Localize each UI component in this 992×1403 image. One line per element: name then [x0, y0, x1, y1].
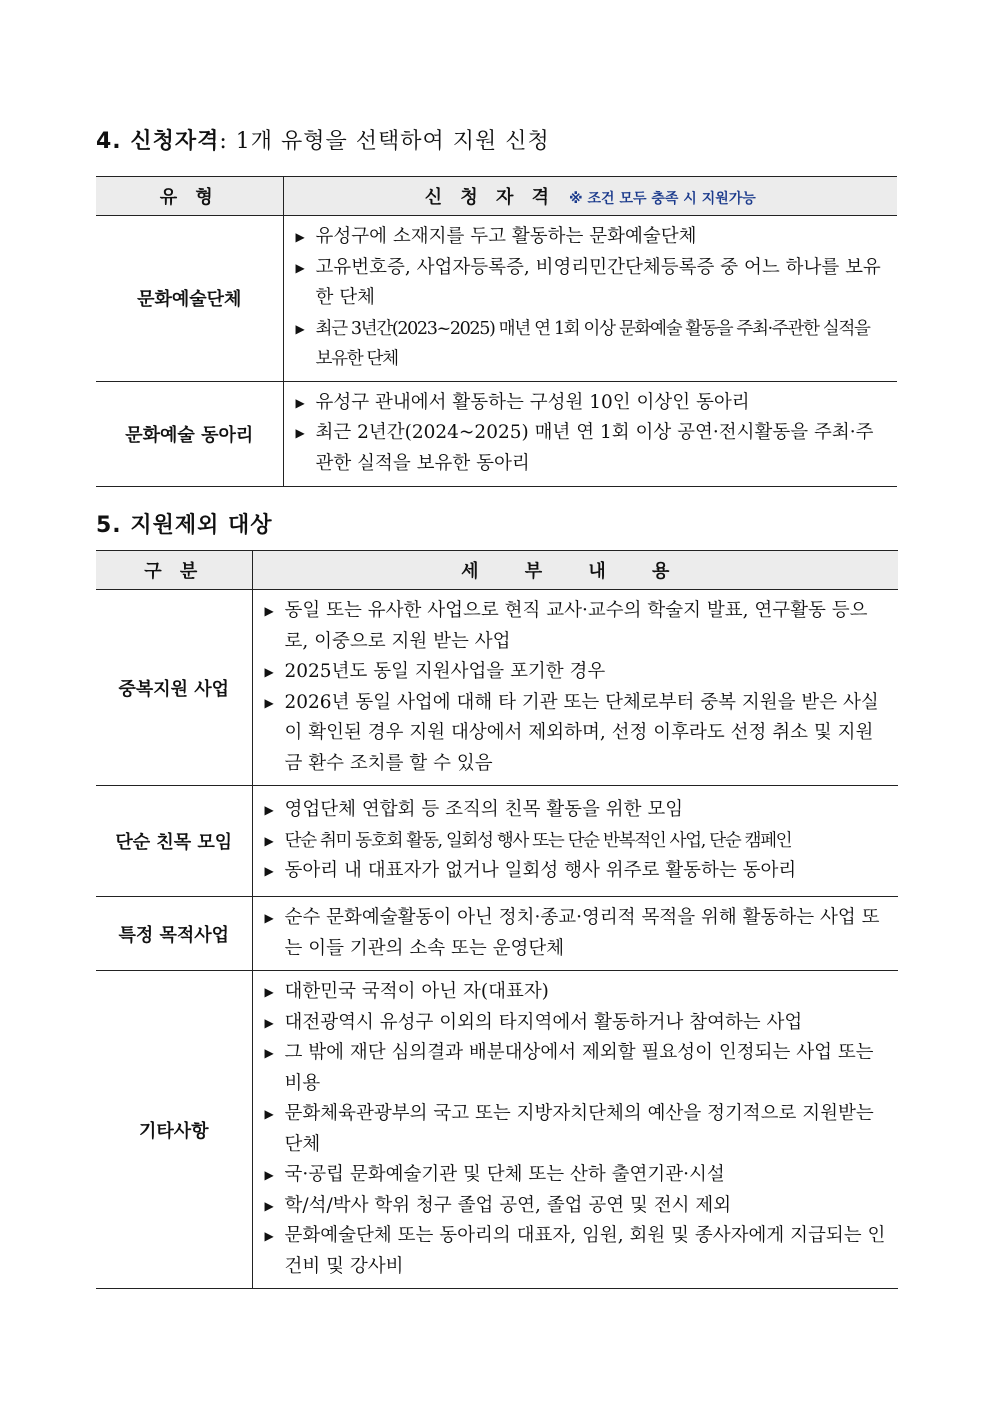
item-list	[294, 222, 890, 375]
arrow-bullet-icon: ▶	[295, 426, 305, 441]
arrow-bullet-icon: ▶	[264, 1107, 274, 1121]
items-cell	[252, 971, 898, 1289]
list-item: ▶ 2026년 동일 사업에 대해 타 기관 또는 단체로부터 중복 지원을 받은 사실이 확인된 경우 지원 대상에서 제외하며, 선정 이후라도 선정 취소 및 지원금 환수 조치를 할 수 있음	[263, 688, 891, 780]
category-cell: 문화예술단체	[96, 216, 283, 382]
arrow-bullet-icon: ▶	[295, 321, 304, 336]
arrow-bullet-icon: ▶	[264, 864, 274, 879]
exclusion-table	[96, 550, 898, 1289]
category-cell: 문화예술 동아리	[96, 381, 283, 486]
arrow-bullet-icon: ▶	[295, 395, 305, 410]
arrow-bullet-icon: ▶	[264, 911, 274, 925]
header-qualification: 신 청 자 격 ※ 조건 모두 충족 시 지원가능	[283, 177, 897, 216]
list-item: ▶ 고유번호증, 사업자등록증, 비영리민간단체등록증 중 어느 하나를 보유한 단체	[294, 253, 890, 314]
category-cell: 기타사항	[96, 971, 252, 1289]
table-row	[96, 216, 897, 382]
header-detail: 세 부 내 용	[252, 551, 898, 590]
table-row	[96, 971, 898, 1289]
item-list	[263, 903, 891, 964]
table-header-row	[96, 177, 897, 216]
list-item: ▶ 동일 또는 유사한 사업으로 현직 교사·교수의 학술지 발표, 연구활동 등으로, 이중으로 지원 받는 사업	[263, 596, 891, 657]
list-item: ▶ 대한민국 국적이 아닌 자(대표자)	[263, 977, 891, 1008]
list-item: ▶ 유성구에 소재지를 두고 활동하는 문화예술단체	[294, 222, 890, 253]
header-type: 유 형	[96, 177, 283, 216]
eligibility-table	[96, 176, 897, 487]
header-category: 구 분	[96, 551, 252, 590]
section-5-title: 5. 지원제외 대상	[96, 513, 273, 538]
item-list	[263, 795, 891, 887]
items-cell	[252, 786, 898, 897]
table-row	[96, 590, 898, 786]
items-cell	[252, 897, 898, 971]
list-item: ▶ 2025년도 동일 지원사업을 포기한 경우	[263, 657, 891, 688]
list-item: ▶ 단순 취미 동호회 활동, 일회성 행사 또는 단순 반복적인 사업, 단순 캠페인	[263, 826, 891, 857]
arrow-bullet-icon: ▶	[264, 604, 274, 618]
list-item: ▶ 순수 문화예술활동이 아닌 정치·종교·영리적 목적을 위해 활동하는 사업 또는 이들 기관의 소속 또는 운영단체	[263, 903, 891, 964]
items-cell	[252, 590, 898, 786]
arrow-bullet-icon: ▶	[264, 695, 274, 710]
item-list	[263, 596, 891, 779]
list-item: ▶ 그 밖에 재단 심의결과 배분대상에서 제외할 필요성이 인정되는 사업 또는 비용	[263, 1038, 891, 1099]
arrow-bullet-icon: ▶	[264, 1168, 274, 1182]
category-cell: 중복지원 사업	[96, 590, 252, 786]
list-item: ▶ 동아리 내 대표자가 없거나 일회성 행사 위주로 활동하는 동아리	[263, 856, 891, 887]
category-cell: 단순 친목 모임	[96, 786, 252, 897]
list-item: ▶ 최근 3년간(2023~2025) 매년 연 1회 이상 문화예술 활동을 주최·주관한 실적을 보유한 단체	[294, 314, 890, 375]
arrow-bullet-icon: ▶	[264, 1046, 274, 1060]
arrow-bullet-icon: ▶	[264, 1015, 274, 1030]
table-header-row	[96, 551, 898, 590]
list-item: ▶ 문화예술단체 또는 동아리의 대표자, 임원, 회원 및 종사자에게 지급되는 인건비 및 강사비	[263, 1221, 891, 1282]
arrow-bullet-icon: ▶	[264, 1198, 274, 1213]
items-cell	[283, 381, 897, 486]
section-4-title-bold: 4. 신청자격	[96, 129, 220, 154]
items-cell	[283, 216, 897, 382]
item-list	[294, 388, 890, 480]
list-item: ▶ 문화체육관광부의 국고 또는 지방자치단체의 예산을 정기적으로 지원받는 단체	[263, 1099, 891, 1160]
arrow-bullet-icon: ▶	[264, 803, 274, 818]
list-item: ▶ 영업단체 연합회 등 조직의 친목 활동을 위한 모임	[263, 795, 891, 826]
category-cell: 특정 목적사업	[96, 897, 252, 971]
list-item: ▶ 학/석/박사 학위 청구 졸업 공연, 졸업 공연 및 전시 제외	[263, 1191, 891, 1222]
table-row	[96, 897, 898, 971]
section-4-title-rest: : 1개 유형을 선택하여 지원 신청	[219, 129, 550, 154]
list-item: ▶ 유성구 관내에서 활동하는 구성원 10인 이상인 동아리	[294, 388, 890, 419]
table-row	[96, 381, 897, 486]
arrow-bullet-icon: ▶	[295, 230, 305, 244]
header-note: ※ 조건 모두 충족 시 지원가능	[569, 191, 756, 207]
list-item: ▶ 최근 2년간(2024~2025) 매년 연 1회 이상 공연·전시활동을 주최·주관한 실적을 보유한 동아리	[294, 418, 890, 479]
item-list	[263, 977, 891, 1282]
list-item: ▶ 대전광역시 유성구 이외의 타지역에서 활동하거나 참여하는 사업	[263, 1008, 891, 1039]
arrow-bullet-icon: ▶	[264, 665, 274, 679]
list-item: ▶ 국·공립 문화예술기관 및 단체 또는 산하 출연기관·시설	[263, 1160, 891, 1191]
arrow-bullet-icon: ▶	[264, 1229, 274, 1243]
arrow-bullet-icon: ▶	[264, 985, 274, 999]
section-4-title	[96, 124, 550, 155]
arrow-bullet-icon: ▶	[264, 833, 273, 848]
table-row	[96, 786, 898, 897]
arrow-bullet-icon: ▶	[295, 260, 305, 275]
